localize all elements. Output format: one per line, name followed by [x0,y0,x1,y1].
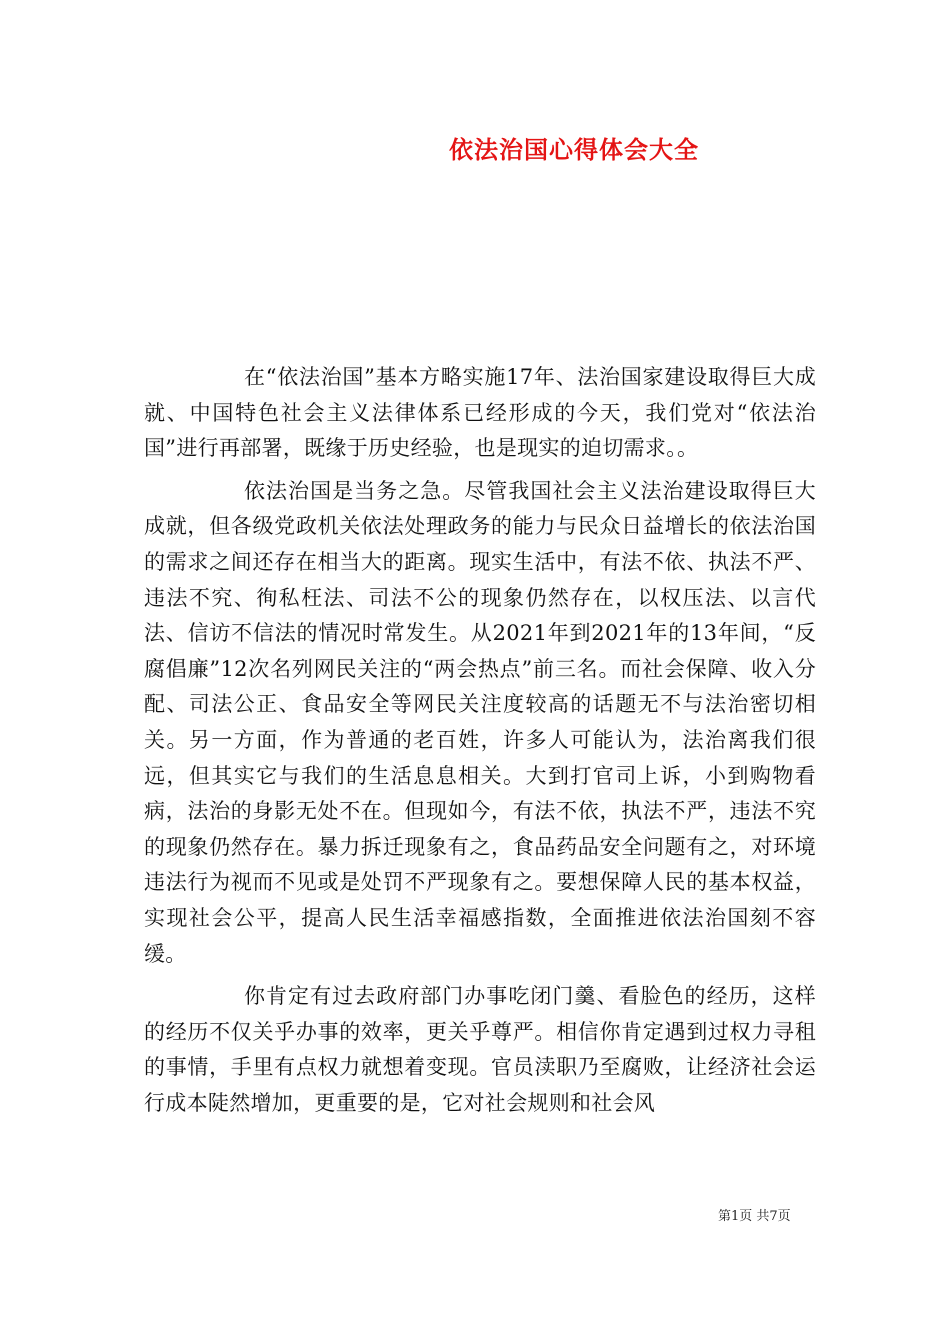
paragraph-3: 你肯定有过去政府部门办事吃闭门羹、看脸色的经历，这样的经历不仅关乎办事的效率，更关乎尊严。相信你肯定遇到过权力寻租的事情，手里有点权力就想着变现。官员渎职乃至腐败，让经济社会运行成本陡然增加，更重要的是，它对社会规则和社会风 [144,984,816,1115]
document-title: 依法治国心得体会大全 [449,135,699,164]
paragraph-1: 在“依法治国”基本方略实施17年、法治国家建设取得巨大成就、中国特色社会主义法律体系已经形成的今天，我们党对“依法治国”进行再部署，既缘于历史经验，也是现实的迫切需求。。 [144,365,816,461]
document-body [144,360,816,1121]
page-number-footer: 第1页 共7页 [718,1209,791,1224]
paragraph-2: 依法治国是当务之急。尽管我国社会主义法治建设取得巨大成就，但各级党政机关依法处理政务的能力与民众日益增长的依法治国的需求之间还存在相当大的距离。现实生活中，有法不依、执法不严、违法不究、徇私枉法、司法不公的现象仍然存在，以权压法、以言代法、信访不信法的情况时常发生。从2021年到2021年的13年间，“反腐倡廉”12次名列网民关注的“两会热点”前三名。而社会保障、收入分配、司法公正、食品安全等网民关注度较高的话题无不与法治密切相关。另一方面，作为普通的老百姓，许多人可能认为，法治离我们很远，但其实它与我们的生活息息相关。大到打官司上诉，小到购物看病，法治的身影无处不在。但现如今，有法不依，执法不严，违法不究的现象仍然存在。暴力拆迁现象有之，食品药品安全问题有之，对环境违法行为视而不见或是处罚不严现象有之。要想保障人民的基本权益，实现社会公平，提高人民生活幸福感指数，全面推进依法治国刻不容缓。 [144,478,816,966]
